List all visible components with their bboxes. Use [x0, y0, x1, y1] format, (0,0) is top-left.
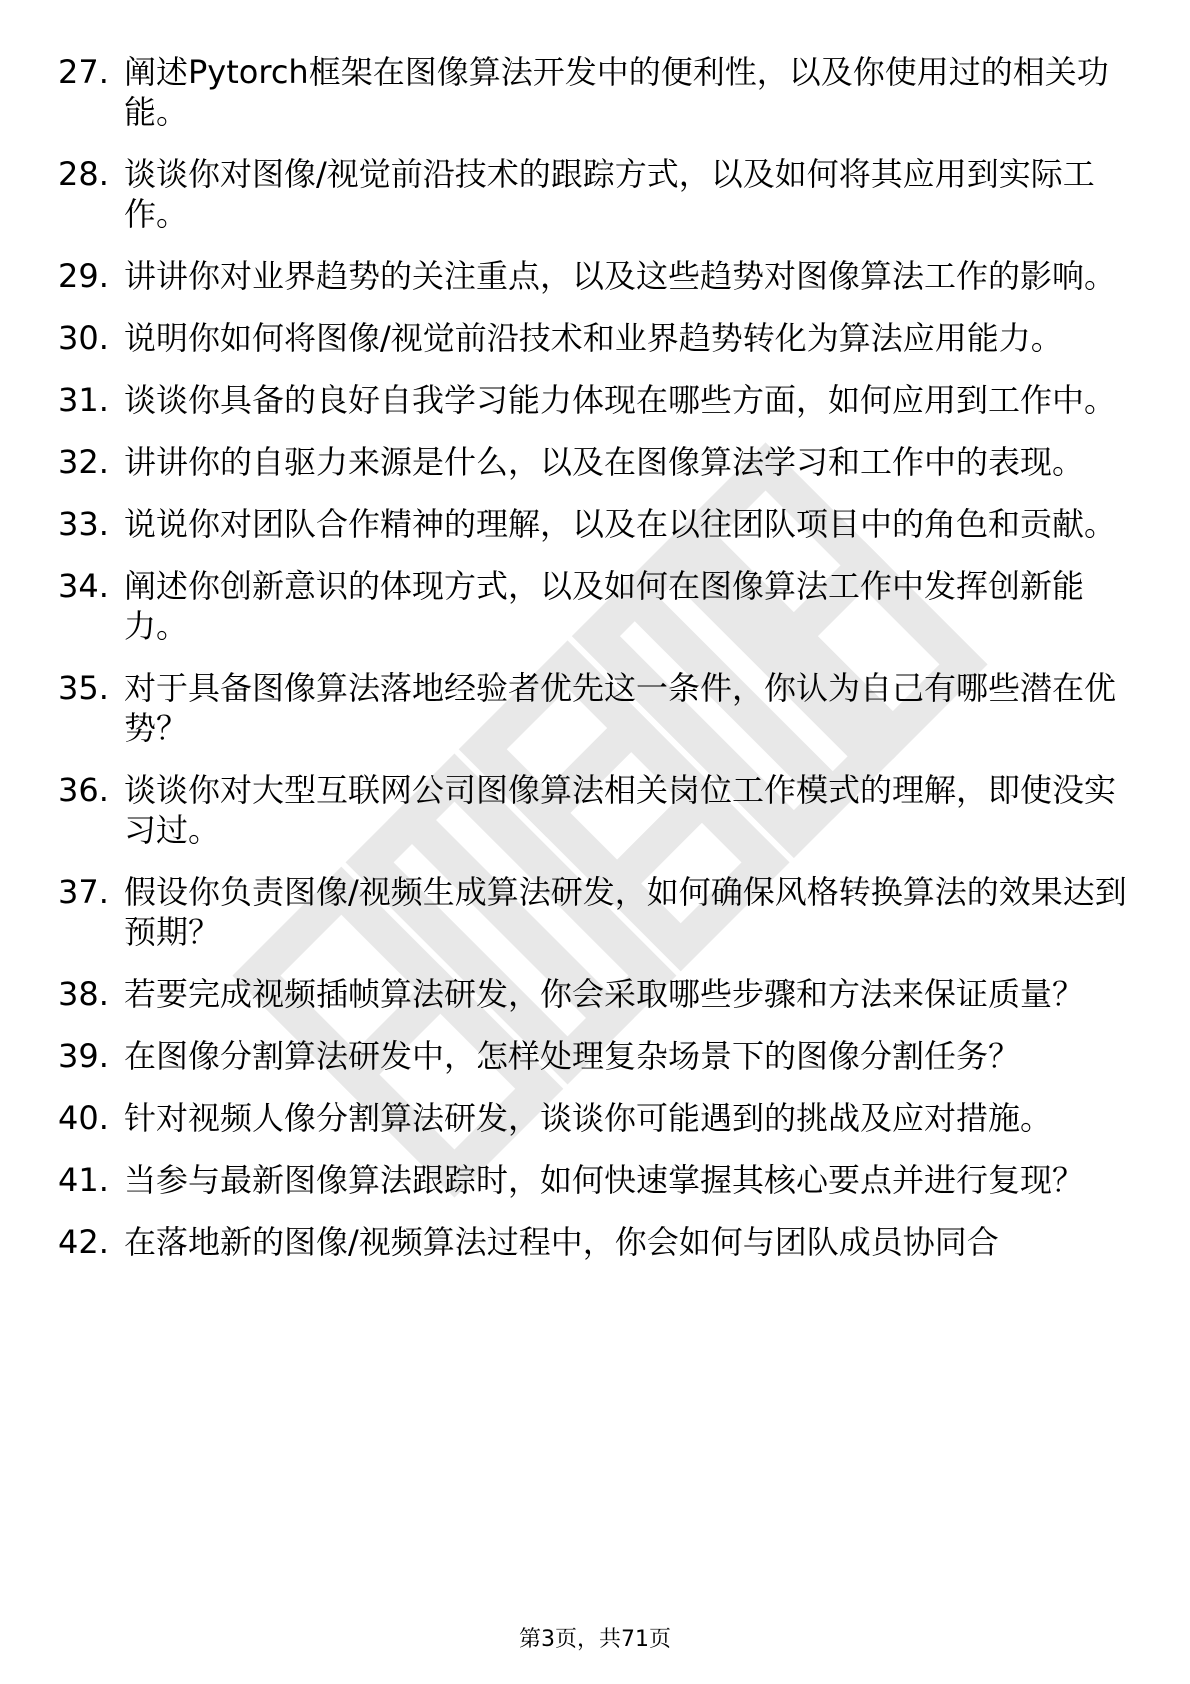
question-item: [58, 154, 1138, 234]
question-item: [58, 668, 1138, 748]
question-number: 30.: [58, 319, 109, 357]
question-number: 39.: [58, 1037, 109, 1075]
question-number: 27.: [58, 53, 109, 91]
question-text: 谈谈你对大型互联网公司图像算法相关岗位工作模式的理解，即使没实习过。: [124, 771, 1117, 849]
question-number: 36.: [58, 771, 109, 809]
question-text: 在落地新的图像/视频算法过程中，你会如何与团队成员协同合: [124, 1223, 999, 1261]
question-text: 说明你如何将图像/视觉前沿技术和业界趋势转化为算法应用能力。: [124, 319, 1063, 357]
question-text: 对于具备图像算法落地经验者优先这一条件，你认为自己有哪些潜在优势？: [124, 669, 1117, 747]
question-number: 31.: [58, 381, 109, 419]
question-number: 29.: [58, 257, 109, 295]
question-number: 33.: [58, 505, 109, 543]
question-item: [58, 1098, 1138, 1138]
question-item: [58, 566, 1138, 646]
question-text: 阐述Pytorch框架在图像算法开发中的便利性，以及你使用过的相关功能。: [124, 53, 1109, 131]
question-text: 讲讲你对业界趋势的关注重点，以及这些趋势对图像算法工作的影响。: [124, 257, 1117, 295]
question-item: [58, 256, 1138, 296]
question-text: 讲讲你的自驱力来源是什么，以及在图像算法学习和工作中的表现。: [124, 443, 1085, 481]
question-text: 在图像分割算法研发中，怎样处理复杂场景下的图像分割任务？: [124, 1037, 1021, 1075]
question-item: [58, 442, 1138, 482]
question-number: 32.: [58, 443, 109, 481]
question-text: 说说你对团队合作精神的理解，以及在以往团队项目中的角色和贡献。: [124, 505, 1117, 543]
question-text: 当参与最新图像算法跟踪时，如何快速掌握其核心要点并进行复现？: [124, 1161, 1085, 1199]
question-list: [58, 52, 1138, 1284]
question-number: 38.: [58, 975, 109, 1013]
question-item: [58, 318, 1138, 358]
question-text: 阐述你创新意识的体现方式，以及如何在图像算法工作中发挥创新能力。: [124, 567, 1085, 645]
question-text: 谈谈你具备的良好自我学习能力体现在哪些方面，如何应用到工作中。: [124, 381, 1117, 419]
question-number: 37.: [58, 873, 109, 911]
question-number: 35.: [58, 669, 109, 707]
question-number: 34.: [58, 567, 109, 605]
question-text: 若要完成视频插帧算法研发，你会采取哪些步骤和方法来保证质量？: [124, 975, 1085, 1013]
question-text: 谈谈你对图像/视觉前沿技术的跟踪方式，以及如何将其应用到实际工作。: [124, 155, 1095, 233]
question-number: 28.: [58, 155, 109, 193]
question-number: 42.: [58, 1223, 109, 1261]
question-item: [58, 974, 1138, 1014]
question-text: 针对视频人像分割算法研发，谈谈你可能遇到的挑战及应对措施。: [124, 1099, 1053, 1137]
question-item: [58, 1222, 1138, 1262]
question-number: 40.: [58, 1099, 109, 1137]
question-item: [58, 380, 1138, 420]
question-text: 假设你负责图像/视频生成算法研发，如何确保风格转换算法的效果达到预期？: [124, 873, 1127, 951]
question-item: [58, 770, 1138, 850]
question-item: [58, 1160, 1138, 1200]
question-item: [58, 504, 1138, 544]
question-item: [58, 1036, 1138, 1076]
page-number-footer: 第3页，共71页: [519, 1627, 671, 1652]
question-number: 41.: [58, 1161, 109, 1199]
question-item: [58, 872, 1138, 952]
question-item: [58, 52, 1138, 132]
